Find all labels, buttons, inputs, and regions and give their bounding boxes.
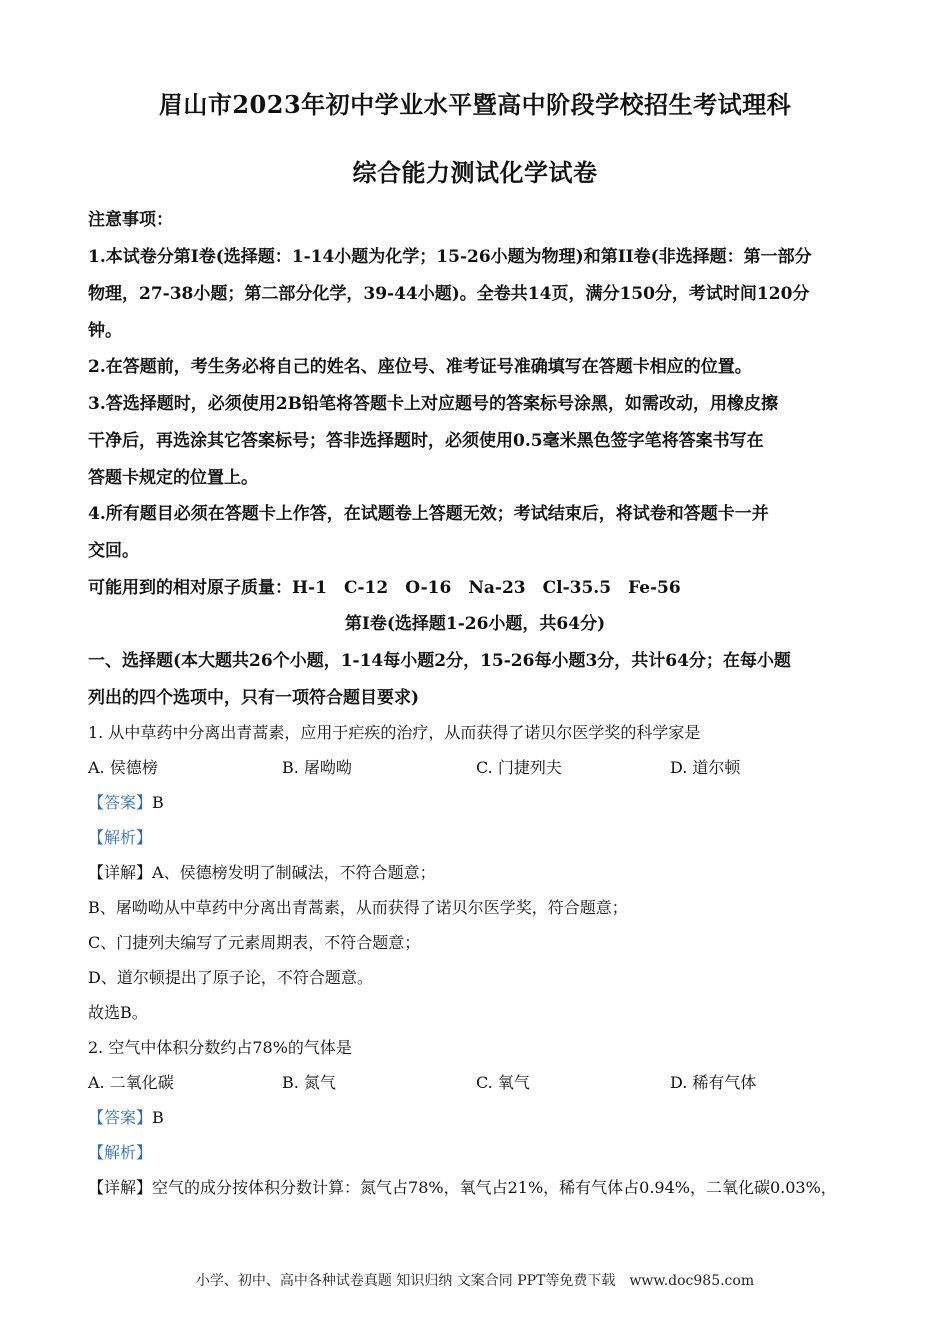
answer-tag: 【答案】 xyxy=(88,1108,153,1127)
option-d: D. 道尔顿 xyxy=(670,758,741,777)
analysis-tag: 【解析】 xyxy=(88,1143,153,1162)
detail-text: A、侯德榜发明了制碱法，不符合题意； xyxy=(152,863,436,882)
answer-line xyxy=(88,790,878,813)
notice-line: 3.答选择题时，必须使用2B铅笔将答题卡上对应题号的答案标号涂黑，如需改动，用橡皮擦 xyxy=(88,394,778,414)
analysis-line xyxy=(88,1140,878,1163)
detail-line xyxy=(88,1175,878,1198)
page-title-line2: 综合能力测试化学试卷 xyxy=(352,158,598,187)
option-d: D. 稀有气体 xyxy=(670,1073,757,1092)
detail-line: B、屠呦呦从中草药中分离出青蒿素，从而获得了诺贝尔医学奖，符合题意； xyxy=(88,898,628,917)
page-footer: 小学、初中、高中各种试卷真题 知识归纳 文案合同 PPT等免费下载 www.doc985.com xyxy=(195,1273,755,1289)
analysis-line xyxy=(88,825,878,848)
notice-line: 4.所有题目必须在答题卡上作答，在试题卷上答题无效；考试结束后，将试卷和答题卡一并 xyxy=(88,504,769,524)
detail-line: C、门捷列夫编写了元素周期表，不符合题意； xyxy=(88,933,421,952)
notice-line: 1.本试卷分第I卷(选择题：1-14小题为化学；15-26小题为物理)和第II卷(非选择题：第一部分 xyxy=(88,247,812,267)
option-c: C. 氧气 xyxy=(476,1073,530,1092)
notice-line: 2.在答题前，考生务必将自己的姓名、座位号、准考证号准确填写在答题卡相应的位置。 xyxy=(88,357,752,377)
detail-tag: 【详解】 xyxy=(88,1178,153,1197)
option-c: C. 门捷列夫 xyxy=(476,758,562,777)
option-a: A. 侯德榜 xyxy=(88,758,158,777)
option-a: A. 二氧化碳 xyxy=(88,1073,174,1092)
page-title-line1: 眉山市2023年初中学业水平暨高中阶段学校招生考试理科 xyxy=(158,90,792,119)
answer-tag: 【答案】 xyxy=(88,793,153,812)
notice-line: 钟。 xyxy=(88,321,122,341)
detail-line: D、道尔顿提出了原子论，不符合题意。 xyxy=(88,968,373,987)
answer-value: B xyxy=(152,793,164,812)
answer-line xyxy=(88,1105,878,1128)
part-title: 第Ⅰ卷(选择题1-26小题，共64分) xyxy=(344,614,606,634)
notice-line: 物理，27-38小题；第二部分化学，39-44小题)。全卷共14页，满分150分，考试时间120分 xyxy=(88,284,810,304)
question-stem: 2. 空气中体积分数约占78%的气体是 xyxy=(88,1038,352,1057)
detail-line xyxy=(88,860,878,883)
notice-line: 答题卡规定的位置上。 xyxy=(88,468,258,488)
detail-text: 空气的成分按体积分数计算：氮气占78%，氧气占21%，稀有气体占0.94%，二氧化碳0.03%， xyxy=(152,1178,837,1197)
section-heading: 列出的四个选项中，只有一项符合题目要求) xyxy=(88,688,420,708)
analysis-tag: 【解析】 xyxy=(88,828,153,847)
atomic-masses: 可能用到的相对原子质量：H-1 C-12 O-16 Na-23 Cl-35.5 Fe-56 xyxy=(88,578,681,598)
detail-tag: 【详解】 xyxy=(88,863,153,882)
section-heading: 一、选择题(本大题共26个小题，1-14每小题2分，15-26每小题3分，共计64分；在每小题 xyxy=(88,651,791,671)
option-b: B. 氮气 xyxy=(282,1073,336,1092)
option-b: B. 屠呦呦 xyxy=(282,758,352,777)
answer-value: B xyxy=(152,1108,164,1127)
detail-line: 故选B。 xyxy=(88,1003,148,1022)
notice-heading: 注意事项： xyxy=(88,210,173,230)
notice-line: 干净后，再选涂其它答案标号；答非选择题时，必须使用0.5毫米黑色签字笔将答案书写在 xyxy=(88,431,764,451)
notice-line: 交回。 xyxy=(88,541,139,561)
question-stem: 1. 从中草药中分离出青蒿素，应用于疟疾的治疗，从而获得了诺贝尔医学奖的科学家是 xyxy=(88,723,701,742)
